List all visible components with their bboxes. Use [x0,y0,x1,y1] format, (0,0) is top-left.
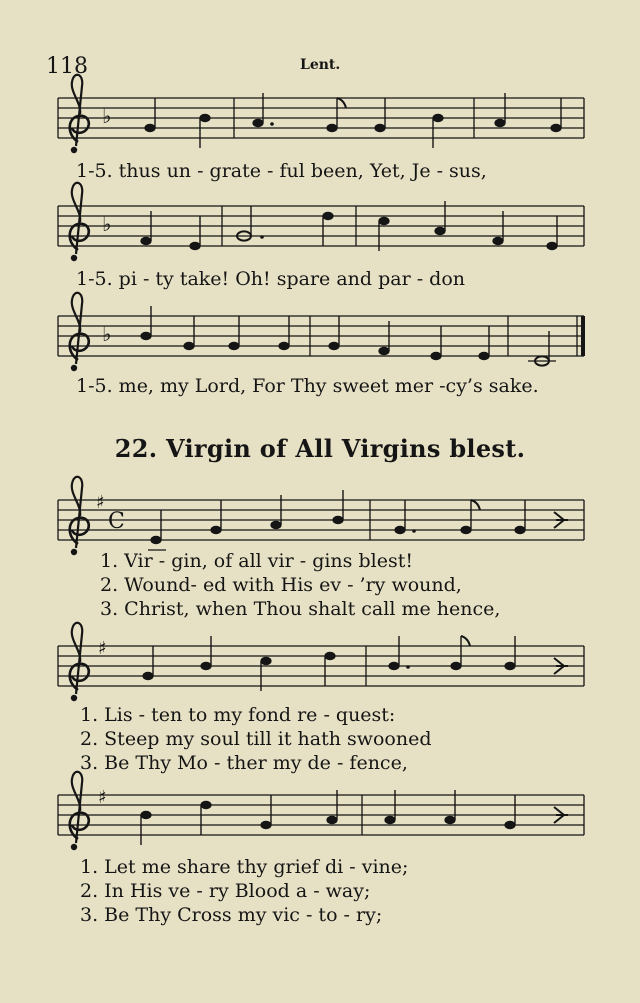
lyric-line: 1-5. pi - ty take! Oh! spare and par - don [76,268,465,290]
staff-1 [58,75,584,153]
treble-clef-icon [70,477,89,555]
verse-line: 1. Lis - ten to my fond re - quest: [80,704,396,726]
notes [142,636,568,691]
verse-line: 2. Steep my soul till it hath swooned [80,728,432,750]
staff-5 [58,623,584,701]
rest-icon [554,658,568,674]
flat-icon: ♭ [102,212,112,236]
flat-icon: ♭ [102,104,112,128]
verse-line: 1. Let me share thy grief di - vine; [80,856,409,878]
sharp-icon: ♯ [98,787,107,808]
sharp-icon: ♯ [98,638,107,659]
verse-line: 3. Be Thy Mo - ther my de - fence, [80,752,408,774]
lyric-line: 1-5. me, my Lord, For Thy sweet mer -cy’s sake. [76,375,539,397]
treble-clef-icon [70,293,89,371]
notes [140,790,568,845]
verse-line: 3. Be Thy Cross my vic - to - ry; [80,904,383,926]
staff-4 [58,477,584,555]
treble-clef-icon [70,772,89,850]
staff-2 [58,183,584,261]
rest-icon [554,807,568,823]
verse-line: 2. Wound- ed with His ev - ’ry wound, [100,574,462,596]
lyric-line: 1-5. thus un - grate - ful been, Yet, Je - sus, [76,160,487,182]
running-head: Lent. [300,57,341,73]
notes [144,93,561,148]
verse-line: 1. Vir - gin, of all vir - gins blest! [100,550,413,572]
treble-clef-icon [70,75,89,153]
treble-clef-icon [70,623,89,701]
hymn-title: 22. Virgin of All Virgins blest. [114,434,526,463]
common-time-icon: C [108,509,125,534]
page-number: 118 [46,54,88,79]
sharp-icon: ♯ [96,492,105,513]
rest-icon [554,512,568,528]
verse-line: 3. Christ, when Thou shalt call me hence, [100,598,501,620]
treble-clef-icon [70,183,89,261]
staff-6 [58,772,584,850]
verse-line: 2. In His ve - ry Blood a - way; [80,880,371,902]
flat-icon: ♭ [102,322,112,346]
staff-3 [58,293,584,371]
